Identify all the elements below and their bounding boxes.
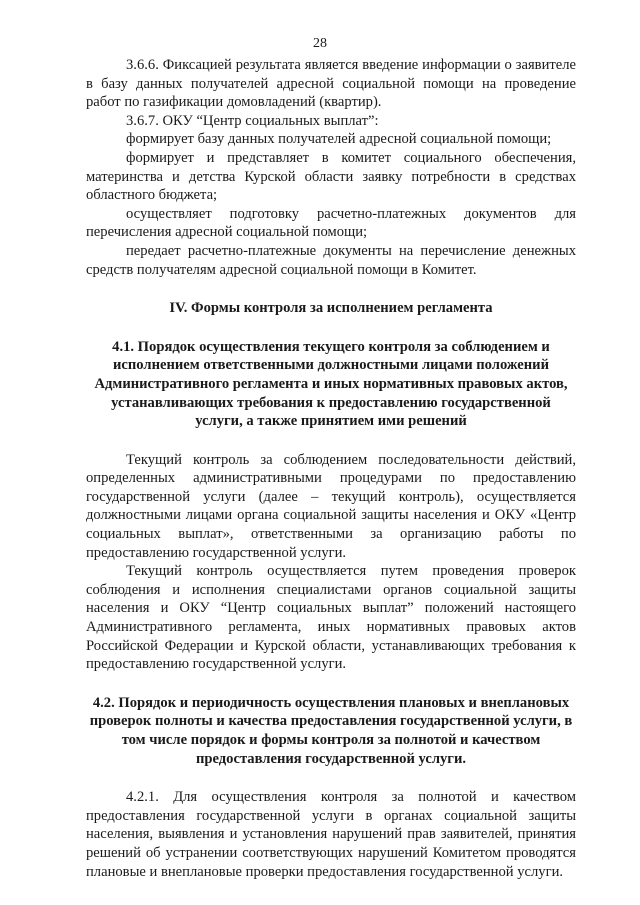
- paragraph: формирует базу данных получателей адресной социальной помощи;: [126, 131, 552, 148]
- paragraph: Текущий контроль осуществляется путем проведения проверок соблюдения и исполнения специалистами органов социальной защиты населения и ОКУ “Центр социальных выплат” положений настоящего Административного регламента, иных нормативных правовых актов Российской Федерации и Курской области, устанавливающих требования к предоставлению государственной услуги.: [86, 563, 576, 673]
- paragraph: передает расчетно-платежные документы на перечисление денежных средств получателям адресной социальной помощи в Комитет.: [86, 242, 576, 278]
- paragraph: формирует и представляет в комитет социального обеспечения, материнства и детства Курской области заявку потребности в средствах областного бюджета;: [86, 149, 576, 204]
- subsection-heading-4-2: 4.2. Порядок и периодичность осуществления плановых и внеплановых проверок полноты и качества предоставления государственной услуги, в том числе порядок и формы контроля за полнотой и качеством предоставления государственной услуги.: [89, 694, 573, 767]
- section-title: IV. Формы контроля за исполнением регламента: [169, 300, 493, 317]
- page-content: [86, 56, 576, 881]
- paragraph: 3.6.7. ОКУ “Центр социальных выплат”:: [126, 112, 379, 129]
- paragraph: осуществляет подготовку расчетно-платежных документов для перечисления адресной социальной помощи;: [86, 205, 576, 241]
- subsection-heading-4-1: 4.1. Порядок осуществления текущего контроля за соблюдением и исполнением ответственными должностными лицами положений Административного регламента и иных нормативных правовых актов, устанавливающих требования к предоставлению государственной услуги, а также принятием ими решений: [94, 338, 568, 430]
- paragraph: 4.2.1. Для осуществления контроля за полнотой и качеством предоставления государственной услуги в органах социальной защиты населения, выявления и установления нарушений прав заявителей, принятия решений об устранении соответствующих нарушений Комитетом проводятся плановые и внеплановые проверки предоставления государственной услуги.: [86, 789, 576, 880]
- paragraph: 3.6.6. Фиксацией результата является введение информации о заявителе в базу данных получателей адресной социальной помощи на проведение работ по газификации домовладений (квартир).: [86, 57, 576, 111]
- page-number: 28: [313, 36, 327, 51]
- paragraph: Текущий контроль за соблюдением последовательности действий, определенных административными процедурами по предоставлению государственной услуги (далее – текущий контроль), осуществляется должностными лицами органа социальной защиты населения и ОКУ «Центр социальных выплат», ответственными за организацию работы по предоставлению государственной услуги.: [86, 451, 576, 561]
